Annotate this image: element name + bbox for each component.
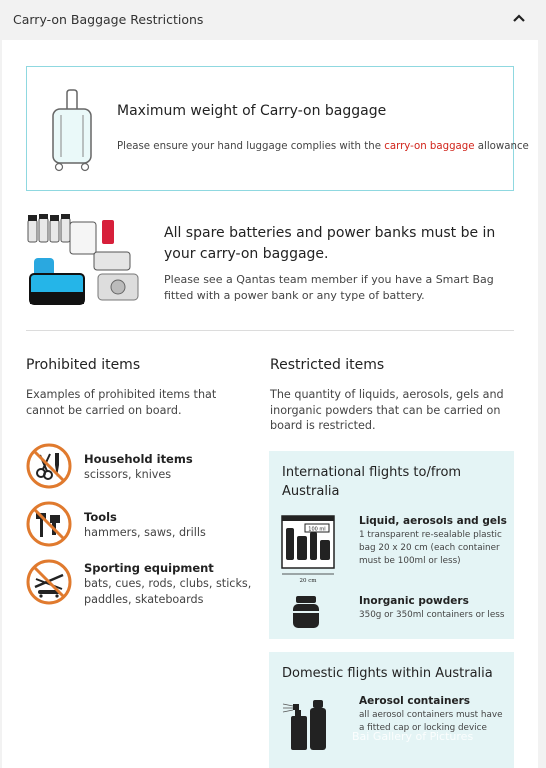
- batteries-text: Please see a Qantas team member if you have a Smart Bag fitted with a power bank or any type of battery.: [164, 273, 494, 302]
- suitcase-icon: [47, 87, 97, 172]
- prohibited-item-sub: bats, cues, rods, clubs, sticks, paddles, skateboards: [84, 577, 252, 606]
- domestic-heading: Domestic flights within Australia: [282, 666, 493, 681]
- prohibited-scissors-icon: [26, 443, 72, 489]
- restricted-item-sub: all aerosol containers must have a fitted cap or locking device: [359, 710, 503, 733]
- weight-info-box: [26, 66, 529, 191]
- international-heading: International flights to/from Australia: [282, 465, 462, 499]
- watermark: Bai Gallery of Pictures: [352, 730, 474, 743]
- restricted-item-title: Inorganic powders: [359, 595, 469, 607]
- aerosol-cans-icon: [281, 696, 333, 752]
- accordion-title: Carry-on Baggage Restrictions: [13, 12, 204, 27]
- powder-jar-icon: [291, 595, 321, 629]
- prohibited-tools-icon: [26, 501, 72, 547]
- weight-text: [117, 141, 529, 152]
- accordion-panel: [2, 40, 538, 768]
- restricted-item-title: Liquid, aerosols and gels: [359, 515, 507, 527]
- bag-label: 100 ml: [308, 526, 326, 533]
- weight-text-before: Please ensure your hand luggage complies with the: [117, 141, 385, 152]
- prohibited-item-title: Household items: [84, 452, 193, 466]
- weight-text-after: allowance: [474, 141, 529, 152]
- prohibited-sports-icon: [26, 559, 72, 605]
- prohibited-heading: Prohibited items: [26, 357, 141, 373]
- restricted-heading: Restricted items: [270, 357, 385, 373]
- batteries-image: [26, 212, 142, 312]
- chevron-up-icon[interactable]: [512, 13, 526, 23]
- weight-title: Maximum weight of Carry-on baggage: [117, 103, 387, 119]
- accordion-header[interactable]: [0, 0, 546, 40]
- prohibited-item-title: Tools: [84, 510, 117, 524]
- restricted-item-title: Aerosol containers: [359, 695, 470, 707]
- bag-dimension-label: 20 cm: [299, 578, 317, 584]
- liquids-bag-icon: [280, 514, 338, 584]
- prohibited-item-sub: scissors, knives: [84, 468, 172, 481]
- prohibited-item-sub: hammers, saws, drills: [84, 526, 206, 539]
- carry-on-baggage-link[interactable]: carry-on baggage: [384, 141, 475, 152]
- international-panel: [269, 451, 514, 639]
- restricted-item-sub: 1 transparent re-sealable plastic bag 20 x 20 cm (each container must be 100ml or less): [359, 530, 502, 566]
- prohibited-text: Examples of prohibited items that cannot be carried on board.: [26, 388, 217, 417]
- divider: [26, 330, 514, 331]
- restricted-text: The quantity of liquids, aerosols, gels and inorganic powders that can be carried on board is restricted.: [270, 388, 504, 432]
- batteries-title: All spare batteries and power banks must be in your carry-on baggage.: [164, 225, 496, 262]
- domestic-panel: [269, 652, 514, 768]
- restricted-item-sub: 350g or 350ml containers or less: [359, 610, 505, 620]
- prohibited-item-title: Sporting equipment: [84, 561, 214, 575]
